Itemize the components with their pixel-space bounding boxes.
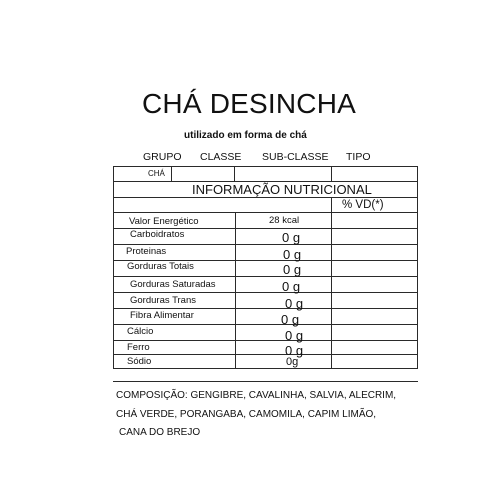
row-value-valor-energetico: 28 kcal xyxy=(269,215,300,226)
heading-row-line xyxy=(113,197,418,198)
header-tipo: TIPO xyxy=(346,151,371,163)
composition-divider xyxy=(113,381,418,382)
row-label-gorduras-trans: Gorduras Trans xyxy=(130,295,196,306)
row-line xyxy=(113,340,418,341)
row-value-carboidratos: 0 g xyxy=(282,230,301,245)
row-label-ferro: Ferro xyxy=(127,342,150,353)
row-label-calcio: Cálcio xyxy=(127,326,154,337)
row-line xyxy=(113,324,418,325)
group-divider-3 xyxy=(331,166,332,181)
row-line xyxy=(113,292,418,293)
table-border-top xyxy=(113,166,418,167)
row-value-fibra-alimentar: 0 g xyxy=(281,312,300,327)
product-subtitle: utilizado em forma de chá xyxy=(184,130,307,141)
row-value-gorduras-saturadas: 0 g xyxy=(282,279,301,294)
row-value-calcio: 0 g xyxy=(285,328,304,343)
vd-row-line xyxy=(113,212,418,213)
row-value-gorduras-trans: 0 g xyxy=(285,296,304,311)
group-value: CHÁ xyxy=(148,169,165,178)
row-line xyxy=(113,244,418,245)
header-grupo: GRUPO xyxy=(143,151,182,163)
composition-line-2: CHÁ VERDE, PORANGABA, CAMOMILA, CAPIM LIMÃO, xyxy=(116,409,377,420)
composition-line-1: COMPOSIÇÃO: GENGIBRE, CAVALINHA, SALVIA, ALECRIM, xyxy=(116,390,397,401)
vd-label: % VD(*) xyxy=(342,199,384,211)
row-line xyxy=(113,308,418,309)
row-label-carboidratos: Carboidratos xyxy=(130,229,185,240)
row-label-gorduras-saturadas: Gorduras Saturadas xyxy=(130,279,216,290)
row-label-proteinas: Proteinas xyxy=(126,246,167,257)
nutrition-heading: INFORMAÇÃO NUTRICIONAL xyxy=(192,182,372,197)
row-label-fibra-alimentar: Fibra Alimentar xyxy=(130,310,194,321)
header-sub-classe: SUB-CLASSE xyxy=(262,151,329,163)
composition-line-3: CANA DO BREJO xyxy=(119,427,201,438)
group-divider-2 xyxy=(234,166,235,181)
col-divider-1 xyxy=(235,212,236,369)
row-label-gorduras-totais: Gorduras Totais xyxy=(127,261,194,272)
row-value-gorduras-totais: 0 g xyxy=(283,262,302,277)
row-value-proteinas: 0 g xyxy=(283,247,302,262)
row-line xyxy=(113,354,418,355)
table-border-bottom xyxy=(113,368,418,369)
product-title: CHÁ DESINCHA xyxy=(142,88,356,119)
row-label-sodio: Sódio xyxy=(127,356,152,367)
group-divider-1 xyxy=(171,166,172,181)
nutrition-table xyxy=(113,166,418,369)
row-value-sodio: 0g xyxy=(286,356,299,368)
header-classe: CLASSE xyxy=(200,151,242,163)
row-line xyxy=(113,276,418,277)
col-divider-2 xyxy=(331,197,332,369)
row-label-valor-energetico: Valor Energético xyxy=(129,216,199,227)
row-value-ferro: 0 g xyxy=(285,343,304,358)
